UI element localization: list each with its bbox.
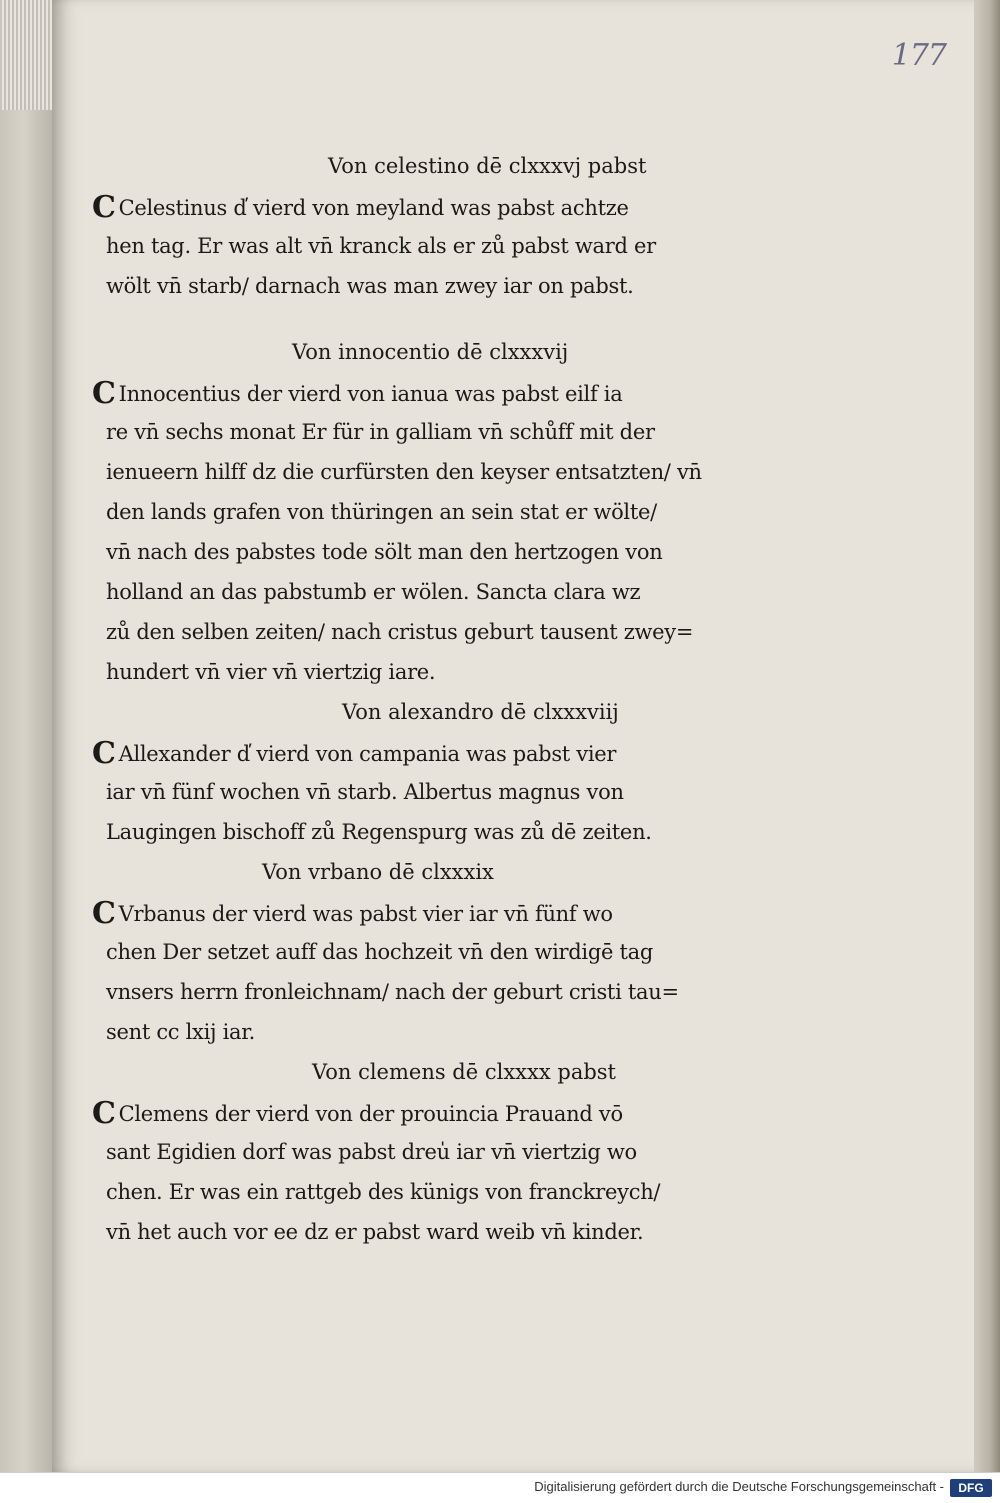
right-page-edge: [974, 0, 1000, 1472]
section-heading: Von celestino dē clxxxvj pabst: [328, 154, 647, 178]
text-line: C Allexander d̕ vierd von campania was pabst vier: [92, 732, 732, 772]
section-heading: Von vrbano dē clxxxix: [262, 860, 494, 884]
text-line: chen Der setzet auff das hochzeit vn̄ den wirdigē tag: [106, 940, 653, 964]
text-line: hen tag. Er was alt vn̄ kranck als er zů pabst ward er: [106, 234, 656, 258]
text-line: sent cc lxij iar.: [106, 1020, 256, 1044]
text-line: iar vn̄ fünf wochen vn̄ starb. Albertus magnus von: [106, 780, 624, 804]
text-line: wölt vn̄ starb/ darnach was man zwey iar on pabst.: [106, 274, 634, 298]
text-line: chen. Er was ein rattgeb des künigs von franckreych/: [106, 1180, 661, 1204]
page-edges-stack: [2, 0, 52, 110]
text-line: zů den selben zeiten/ nach cristus geburt tausent zwey=: [106, 620, 694, 644]
funding-credit: Digitalisierung gefördert durch die Deutsche Forschungsgemeinschaft -: [534, 1479, 944, 1494]
section-heading: Von alexandro dē clxxxviij: [342, 700, 619, 724]
text-line: C Celestinus d̕ vierd von meyland was pabst achtze: [92, 186, 732, 226]
text-line: sant Egidien dorf was pabst dreu̍ iar vn̄ viertzig wo: [106, 1140, 637, 1164]
text-line: C Innocentius der vierd von ianua was pabst eilf ia: [92, 372, 732, 412]
text-line: holland an das pabstumb er wölen. Sancta clara wz: [106, 580, 641, 604]
pilcrow-mark: C: [92, 190, 116, 225]
text-line: ienueern hilff dz die curfürsten den keyser entsatzten/ vn̄: [106, 460, 702, 484]
text-line: hundert vn̄ vier vn̄ viertzig iare.: [106, 660, 436, 684]
book-page: [52, 0, 992, 1472]
section-heading: Von clemens dē clxxxx pabst: [312, 1060, 616, 1084]
pilcrow-mark: C: [92, 736, 116, 771]
text-line: vn̄ het auch vor ee dz er pabst ward weib vn̄ kinder.: [106, 1220, 644, 1244]
pilcrow-mark: C: [92, 376, 116, 411]
folio-number: 177: [891, 38, 946, 73]
text-line: vn̄ nach des pabstes tode sölt man den hertzogen von: [106, 540, 663, 564]
text-line: den lands grafen von thüringen an sein stat er wölte/: [106, 500, 657, 524]
section-heading: Von innocentio dē clxxxvij: [292, 340, 569, 364]
main-text-block: [92, 146, 732, 1252]
text-line: vnsers herrn fronleichnam/ nach der geburt cristi tau=: [106, 980, 679, 1004]
pilcrow-mark: C: [92, 896, 116, 931]
text-line: C Vrbanus der vierd was pabst vier iar vn̄ fünf wo: [92, 892, 732, 932]
dfg-logo: DFG: [950, 1479, 992, 1497]
pilcrow-mark: C: [92, 1096, 116, 1131]
text-line: Laugingen bischoff zů Regenspurg was zů dē zeiten.: [106, 820, 652, 844]
text-line: C Clemens der vierd von der prouincia Prauand vō: [92, 1092, 732, 1132]
text-line: re vn̄ sechs monat Er für in galliam vn̄ schůff mit der: [106, 420, 655, 444]
footer-bar: [0, 1472, 1000, 1503]
previous-page-edge: [0, 0, 58, 1472]
